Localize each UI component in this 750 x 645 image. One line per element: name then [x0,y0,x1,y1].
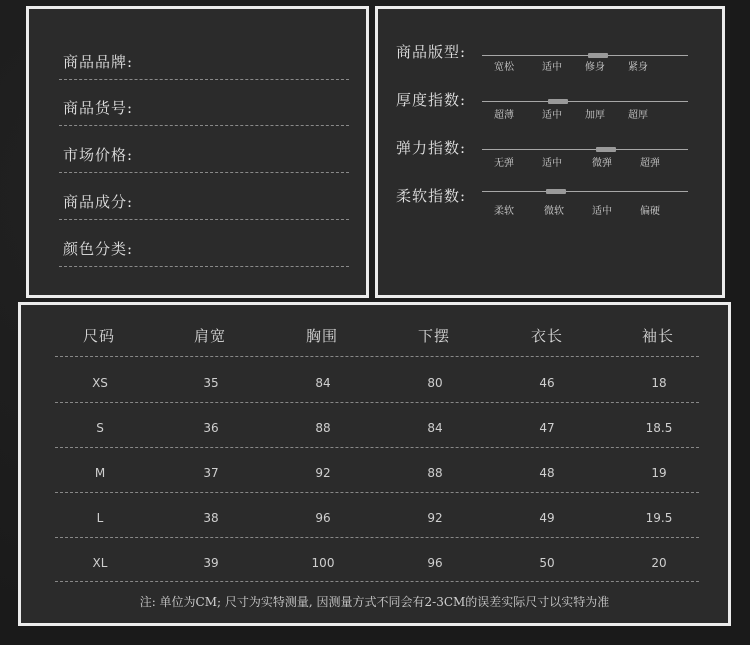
column-header-hem: 下摆 [417,327,450,345]
index-option: 超薄 [494,110,514,121]
info-label: 颜色分类: [63,240,134,258]
table-cell: M [94,466,106,480]
column-header-length: 衣长 [530,327,563,345]
table-cell: 92 [427,511,443,525]
index-scale-elasticity [482,149,688,150]
product-info-panel [26,6,369,298]
table-cell: 50 [539,556,555,570]
index-scale-fit [482,55,688,56]
column-header-sleeve: 袖长 [641,327,674,345]
table-cell: 84 [427,421,443,435]
table-cell: 20 [651,556,667,570]
table-cell: 18 [651,376,667,390]
table-cell: 35 [203,376,219,390]
row-divider [55,581,699,582]
table-cell: 88 [427,466,443,480]
table-cell: 18.5 [645,421,673,435]
table-cell: 49 [539,511,555,525]
table-cell: 38 [203,511,219,525]
table-row [55,466,699,486]
index-option: 紧身 [628,62,648,73]
table-cell: L [96,511,104,525]
table-cell: 36 [203,421,219,435]
table-cell: 19.5 [645,511,673,525]
index-title-thickness: 厚度指数: [396,91,467,109]
info-row-color [59,236,349,267]
row-divider [55,537,699,538]
table-cell: 84 [315,376,331,390]
row-divider [55,402,699,403]
index-scale-softness [482,191,688,192]
column-header-shoulder: 肩宽 [193,327,226,345]
table-row [55,511,699,531]
size-table-panel [18,302,731,626]
index-option: 适中 [542,62,562,73]
info-row-sku [59,95,349,126]
index-marker [596,147,616,152]
info-label: 商品成分: [63,193,134,211]
table-cell: 47 [539,421,555,435]
info-row-brand [59,49,349,80]
index-option: 适中 [592,206,612,217]
index-option: 加厚 [585,110,605,121]
table-row [55,556,699,576]
info-label: 商品货号: [63,99,134,117]
index-option: 微弹 [592,158,612,169]
index-scale-thickness [482,101,688,102]
index-option: 宽松 [494,62,514,73]
index-title-fit: 商品版型: [396,43,467,61]
info-row-price [59,142,349,173]
table-cell: 88 [315,421,331,435]
table-cell: 46 [539,376,555,390]
size-note: 注: 单位为CM; 尺寸为实特测量, 因测量方式不同会有2-3CM的误差实际尺寸以实特为准 [139,595,610,609]
row-divider [55,447,699,448]
info-label: 市场价格: [63,146,134,164]
table-cell: 96 [315,511,331,525]
table-cell: 39 [203,556,219,570]
table-cell: 96 [427,556,443,570]
index-option: 柔软 [494,206,514,217]
table-cell: 37 [203,466,219,480]
index-title-softness: 柔软指数: [396,187,467,205]
index-option: 无弹 [494,158,514,169]
row-divider [55,492,699,493]
index-option: 微软 [544,206,564,217]
table-cell: XL [92,556,108,570]
table-cell: S [96,421,104,435]
index-option: 超弹 [640,158,660,169]
table-cell: XS [92,376,108,390]
index-marker [546,189,566,194]
table-cell: 19 [651,466,667,480]
table-row [55,421,699,441]
index-option: 超厚 [628,110,648,121]
index-option: 适中 [542,110,562,121]
index-marker [548,99,568,104]
index-option: 修身 [585,62,605,73]
table-row [55,376,699,396]
table-cell: 100 [311,556,335,570]
table-cell: 48 [539,466,555,480]
table-cell: 92 [315,466,331,480]
index-title-elasticity: 弹力指数: [396,139,467,157]
info-label: 商品品牌: [63,53,134,71]
column-header-chest: 胸围 [305,327,338,345]
index-option: 适中 [542,158,562,169]
row-divider [55,356,699,357]
size-table-header [55,325,699,353]
info-row-material [59,189,349,220]
table-cell: 80 [427,376,443,390]
column-header-size: 尺码 [82,327,115,345]
index-option: 偏硬 [640,206,660,217]
product-index-panel [375,6,725,298]
